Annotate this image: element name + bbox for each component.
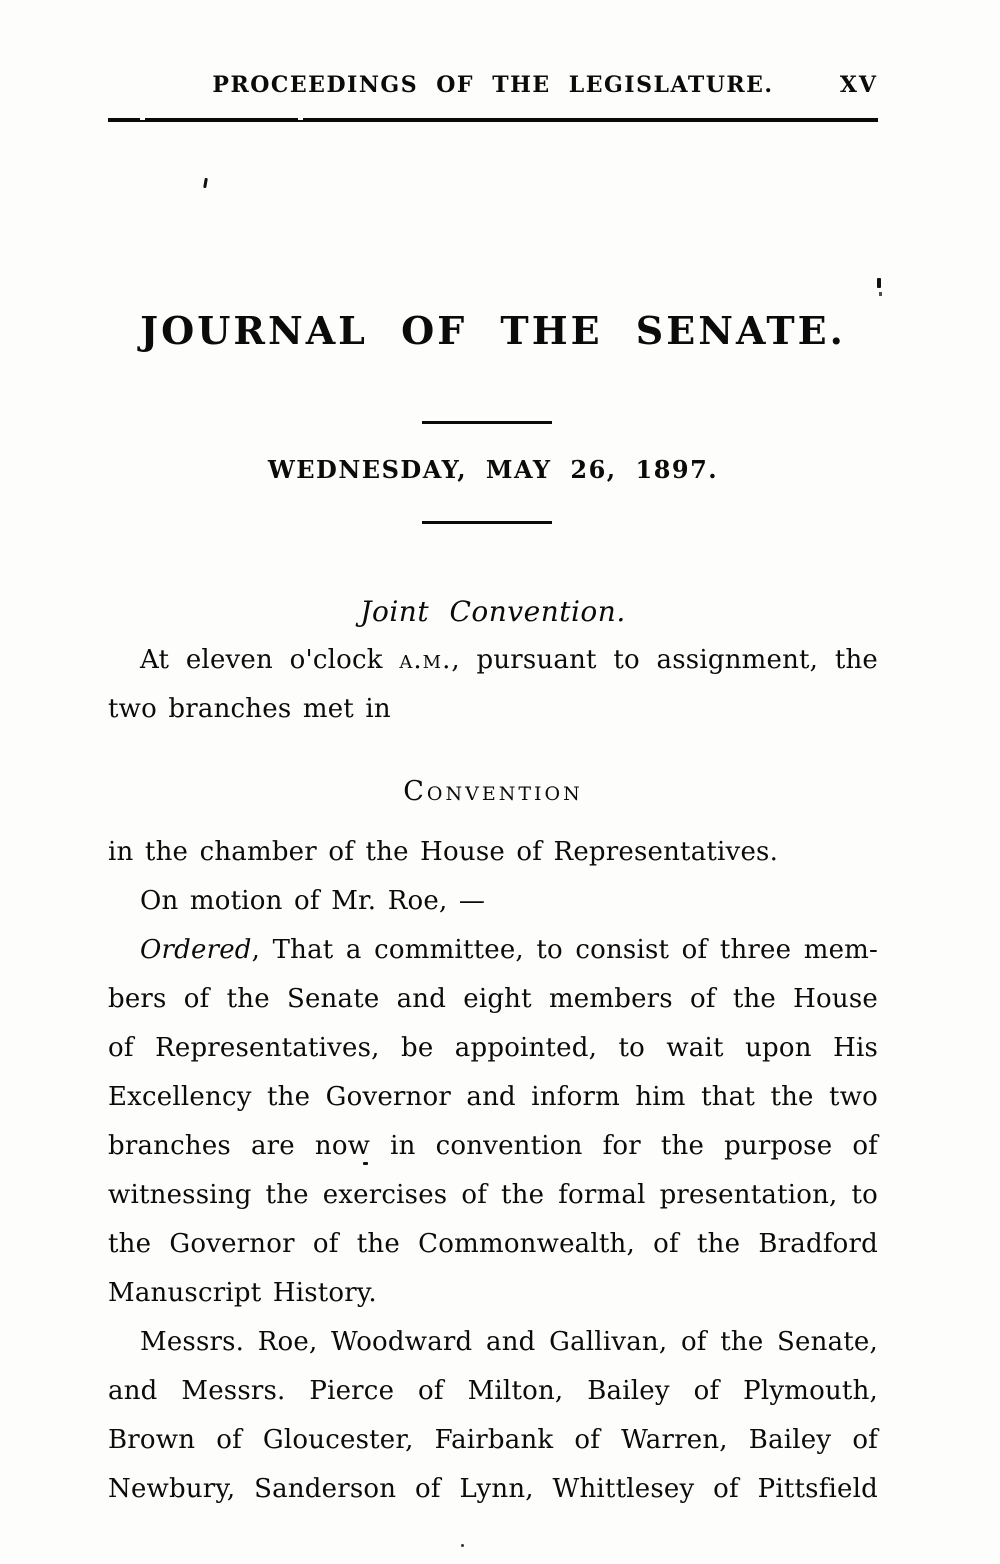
text-line <box>108 1465 878 1514</box>
running-header-title: PROCEEDINGS OF THE LEGISLATURE. <box>212 72 774 98</box>
text-line <box>108 1367 878 1416</box>
ink-artifact <box>879 292 882 296</box>
text-segment: bers of the Senate and eight members of the House <box>108 984 878 1014</box>
page-title: JOURNAL OF THE SENATE. <box>140 308 846 353</box>
text-line <box>108 1171 878 1220</box>
text-segment: At eleven o'clock <box>140 645 400 675</box>
text-line <box>108 1073 878 1122</box>
rule-scan-gap <box>140 118 145 120</box>
text-line <box>108 685 878 734</box>
ink-artifact <box>461 1544 464 1547</box>
text-segment: Brown of Gloucester, Fairbank of Warren, Bailey of <box>108 1425 878 1455</box>
text-segment: two branches met in <box>108 694 391 724</box>
text-segment: On motion of Mr. Roe, — <box>140 886 486 916</box>
rule-scan-gap <box>298 118 303 120</box>
text-segment: , That a committee, to consist of three mem- <box>251 935 878 965</box>
text-line <box>108 926 878 975</box>
text-segment: branches are now in convention for the purpose of <box>108 1131 878 1161</box>
ink-artifact <box>877 278 881 288</box>
text-segment: Excellency the Governor and inform him that the two <box>108 1082 878 1112</box>
text-segment: in the chamber of the House of Representatives. <box>108 837 779 867</box>
body-text <box>108 636 878 1514</box>
text-segment: a.m. <box>399 645 452 675</box>
divider-rule <box>422 521 552 524</box>
text-line <box>108 1220 878 1269</box>
convention-heading: Convention <box>403 776 583 807</box>
text-segment: and Messrs. Pierce of Milton, Bailey of Plymouth, <box>108 1376 878 1406</box>
text-line <box>108 1122 878 1171</box>
text-line <box>108 828 878 877</box>
section-heading: Joint Convention. <box>360 595 626 628</box>
text-line <box>108 1416 878 1465</box>
text-segment: , pursuant to assignment, the <box>451 645 879 675</box>
running-header <box>108 70 878 100</box>
text-segment: Manuscript History. <box>108 1278 377 1308</box>
text-line <box>108 1318 878 1367</box>
divider-rule <box>422 421 552 424</box>
text-segment: Messrs. Roe, Woodward and Gallivan, of the Senate, <box>140 1327 878 1357</box>
text-segment: witnessing the exercises of the formal presentation, to <box>108 1180 878 1210</box>
text-line <box>108 1024 878 1073</box>
text-line <box>108 636 878 685</box>
ink-artifact <box>203 178 208 188</box>
header-rule <box>108 118 878 122</box>
text-line <box>108 1269 878 1318</box>
text-segment: of Representatives, be appointed, to wait upon His <box>108 1033 878 1063</box>
page-number: XV <box>839 72 878 98</box>
date-heading: WEDNESDAY, MAY 26, 1897. <box>267 455 719 484</box>
ink-artifact <box>363 1162 368 1165</box>
text-line <box>108 877 878 926</box>
text-segment: Ordered <box>140 935 252 965</box>
text-segment: the Governor of the Commonwealth, of the Bradford <box>108 1229 878 1259</box>
text-line <box>108 975 878 1024</box>
text-segment: Newbury, Sanderson of Lynn, Whittlesey of Pittsfield <box>108 1474 878 1504</box>
